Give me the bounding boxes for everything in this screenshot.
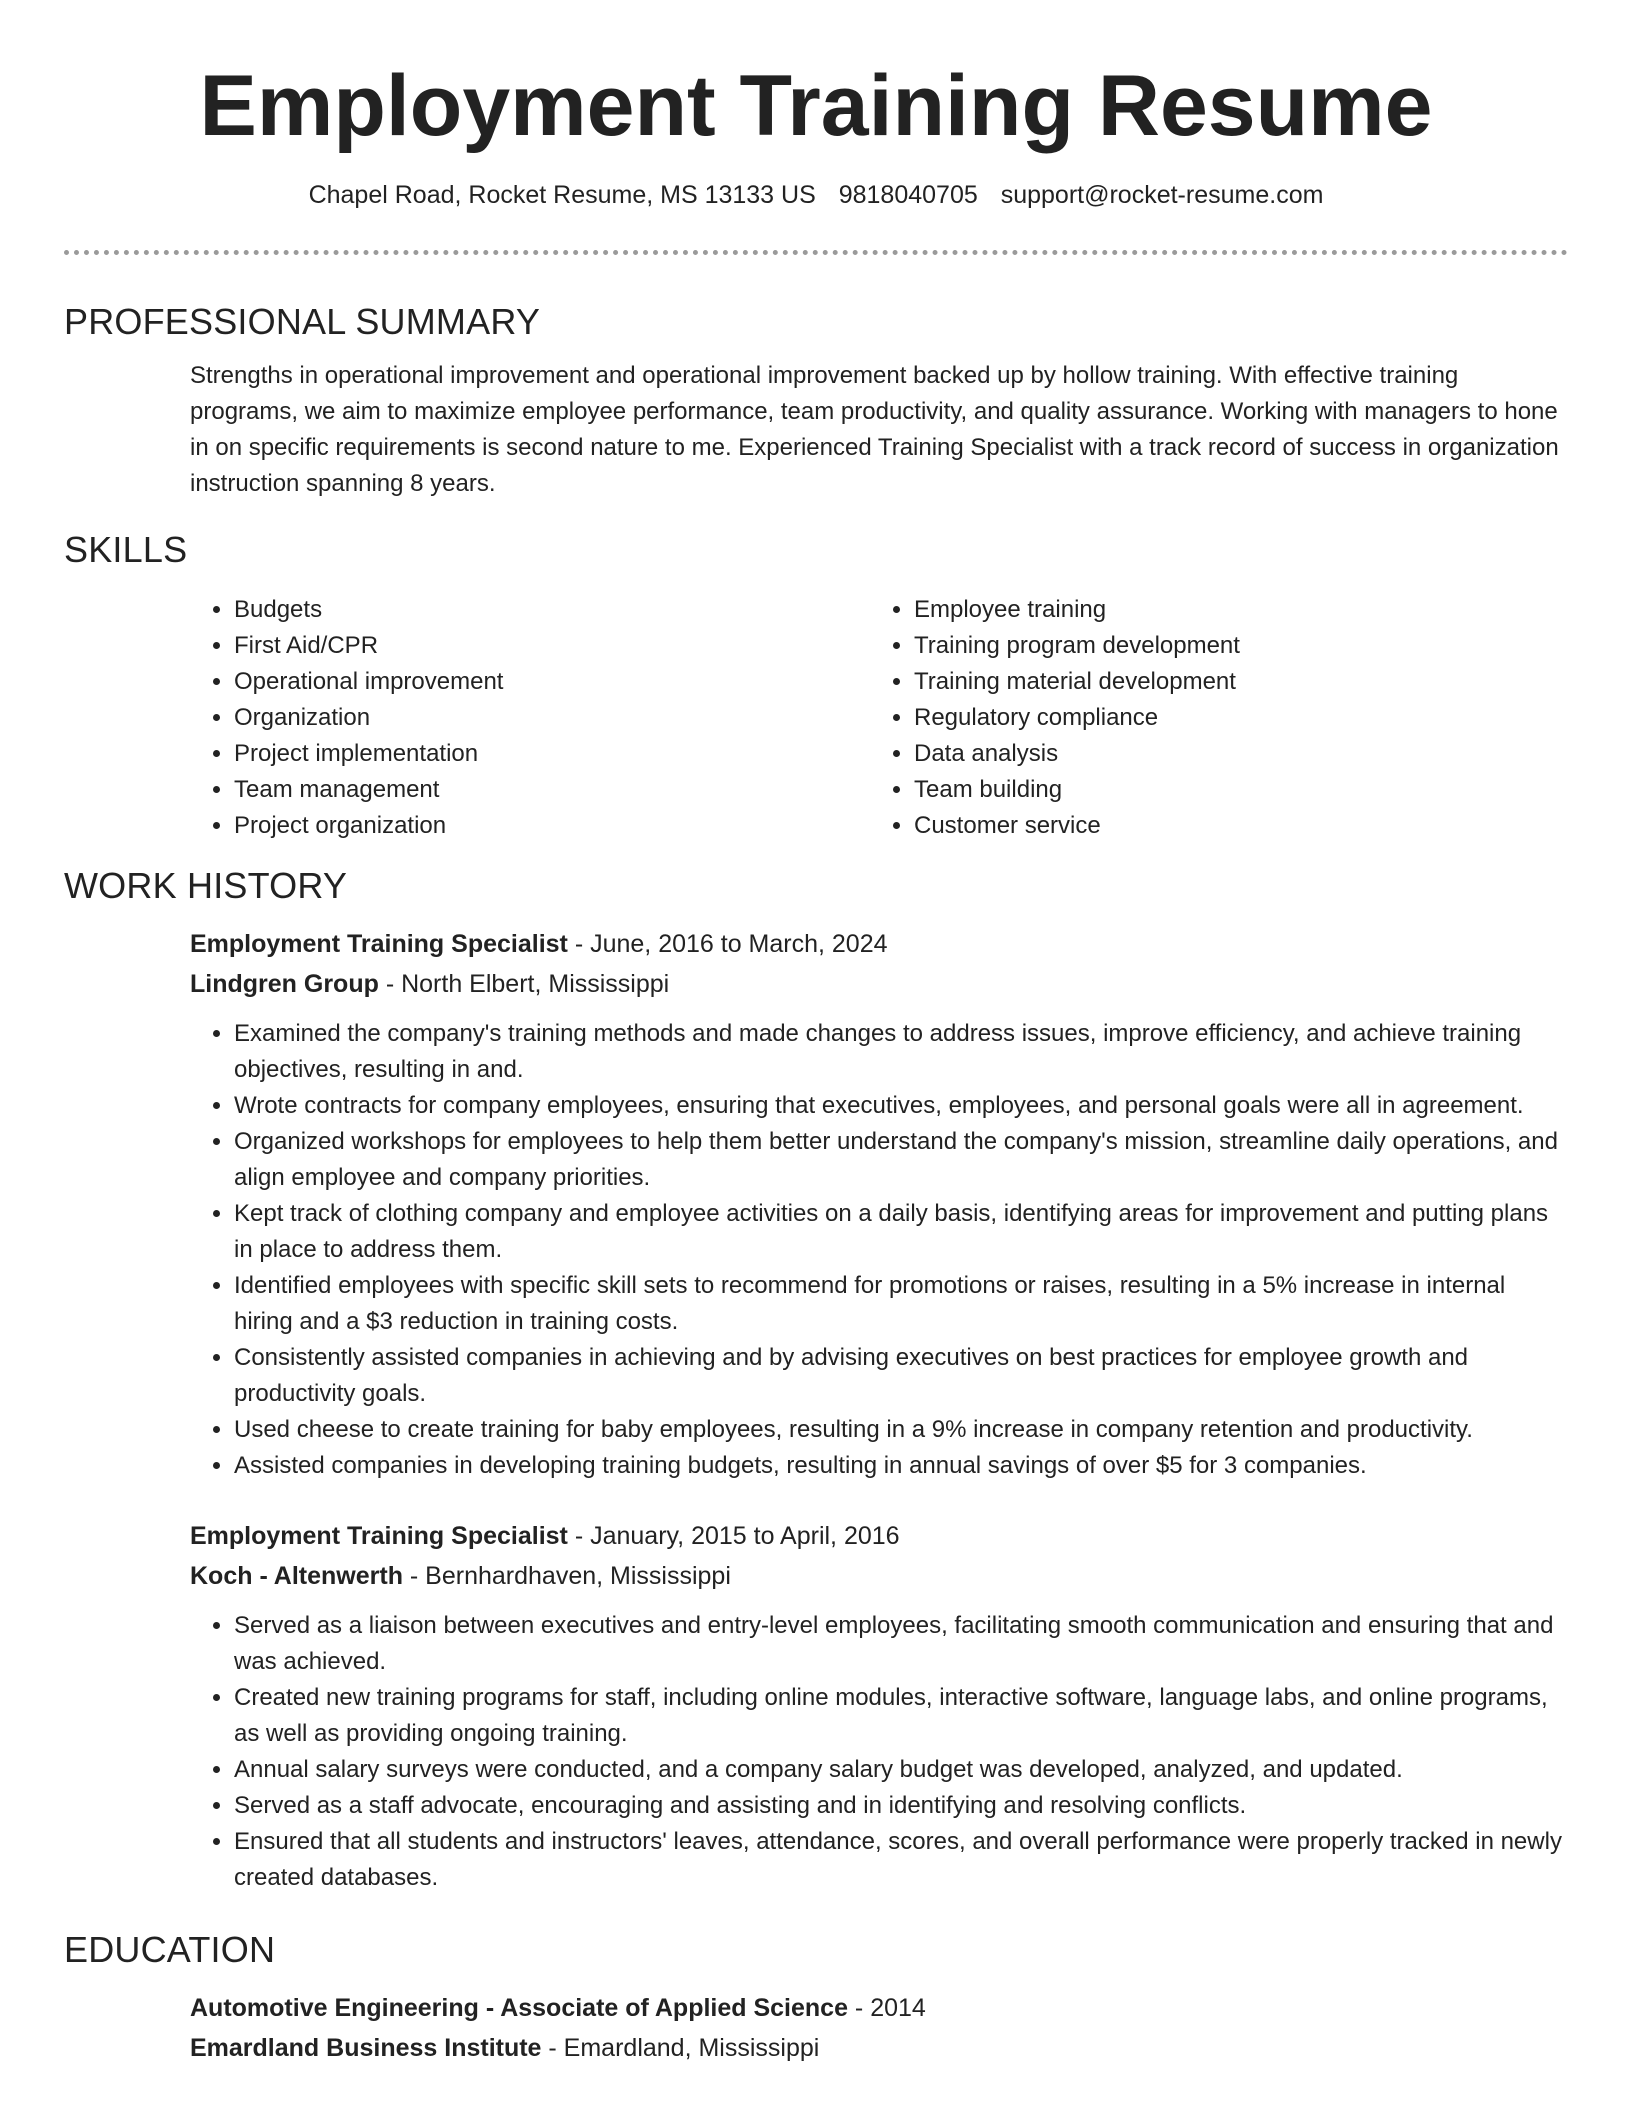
skill-item: • Team building [914,772,1550,808]
skill-item: • Training program development [914,628,1550,664]
skill-item: • Project organization [234,808,870,844]
job-dates: - June, 2016 to March, 2024 [567,930,888,958]
job-bullet: • Annual salary surveys were conducted, and a company salary budget was developed, analyzed, and updated. [234,1752,1568,1788]
school-line [190,2028,1568,2068]
skill-item: • Budgets [234,592,870,628]
skills-list [190,592,1568,844]
degree: Automotive Engineering - Associate of Applied Science [190,1994,848,2022]
job-title: Employment Training Specialist [190,1522,568,1550]
contact-line [0,180,1632,210]
education-entry [190,1988,1568,2068]
school: Emardland Business Institute [190,2034,542,2062]
job-entry [190,924,1568,1484]
job-bullet: • Used cheese to create training for baby employees, resulting in a 9% increase in company retention and productivity. [234,1412,1568,1448]
degree-year: - 2014 [847,1994,926,2022]
job-company-line [190,964,1568,1004]
skill-item: • Training material development [914,664,1550,700]
skills-left-column [190,592,870,844]
job-bullet: • Wrote contracts for company employees, ensuring that executives, employees, and personal goals were all in agreement. [234,1088,1568,1124]
resume-title: Employment Training Resume [199,58,1433,154]
skill-item: • Employee training [914,592,1550,628]
job-bullet: • Assisted companies in developing training budgets, resulting in annual savings of over $5 for 3 companies. [234,1448,1568,1484]
job-bullet: • Served as a liaison between executives and entry-level employees, facilitating smooth communication and ensuring that and was achieved. [234,1608,1568,1680]
job-bullet: • Kept track of clothing company and employee activities on a daily basis, identifying areas for improvement and putting plans in place to address them. [234,1196,1568,1268]
work-heading: WORK HISTORY [64,865,348,906]
job-bullet: • Identified employees with specific skill sets to recommend for promotions or raises, resulting in a 5% increase in internal hiring and a $3 reduction in training costs. [234,1268,1568,1340]
degree-line [190,1988,1568,2028]
job-title: Employment Training Specialist [190,930,568,958]
skill-item: • Regulatory compliance [914,700,1550,736]
job-title-line [190,924,1568,964]
job-bullets [190,1016,1568,1484]
job-location: - Bernhardhaven, Mississippi [402,1562,731,1590]
skill-item: • Organization [234,700,870,736]
resume-content [64,300,1568,2068]
job-bullet: • Created new training programs for staff, including online modules, interactive software, language labs, and online programs, as well as providing ongoing training. [234,1680,1568,1752]
job-dates: - January, 2015 to April, 2016 [567,1522,900,1550]
skill-item: • Project implementation [234,736,870,772]
job-bullets [190,1608,1568,1896]
address: Chapel Road, Rocket Resume, MS 13133 US [308,181,816,209]
education-heading: EDUCATION [64,1929,276,1970]
summary-text: Strengths in operational improvement and operational improvement backed up by hollow training. With effective training programs, we aim to maximize employee performance, team productivity, and quality assurance. Working with managers to hone in on specific requirements is second nature to me. Experienced Training Specialist with a track record of success in organization instruction spanning 8 years. [190,362,1559,497]
job-entry [190,1516,1568,1896]
skills-heading: SKILLS [64,529,188,570]
job-location: - North Elbert, Mississippi [378,970,670,998]
job-bullet: • Organized workshops for employees to help them better understand the company's mission, streamline daily operations, and align employee and company priorities. [234,1124,1568,1196]
job-bullet: • Examined the company's training methods and made changes to address issues, improve efficiency, and achieve training objectives, resulting in and. [234,1016,1568,1088]
skills-right-column [870,592,1550,844]
skill-item: • Operational improvement [234,664,870,700]
job-bullet: • Consistently assisted companies in achieving and by advising executives on best practices for employee growth and productivity goals. [234,1340,1568,1412]
job-bullet: • Ensured that all students and instructors' leaves, attendance, scores, and overall performance were properly tracked in newly created databases. [234,1824,1568,1896]
skill-item: • Team management [234,772,870,808]
school-location: - Emardland, Mississippi [541,2034,820,2062]
header-divider [64,250,1568,255]
summary-heading: PROFESSIONAL SUMMARY [64,301,541,342]
email: support@rocket-resume.com [1000,181,1324,209]
job-bullet: • Served as a staff advocate, encouraging and assisting and in identifying and resolving conflicts. [234,1788,1568,1824]
job-company-line [190,1556,1568,1596]
phone: 9818040705 [838,181,978,209]
job-company: Lindgren Group [190,970,379,998]
skill-item: • Customer service [914,808,1550,844]
job-title-line [190,1516,1568,1556]
skill-item: • Data analysis [914,736,1550,772]
skill-item: • First Aid/CPR [234,628,870,664]
job-company: Koch - Altenwerth [190,1562,403,1590]
